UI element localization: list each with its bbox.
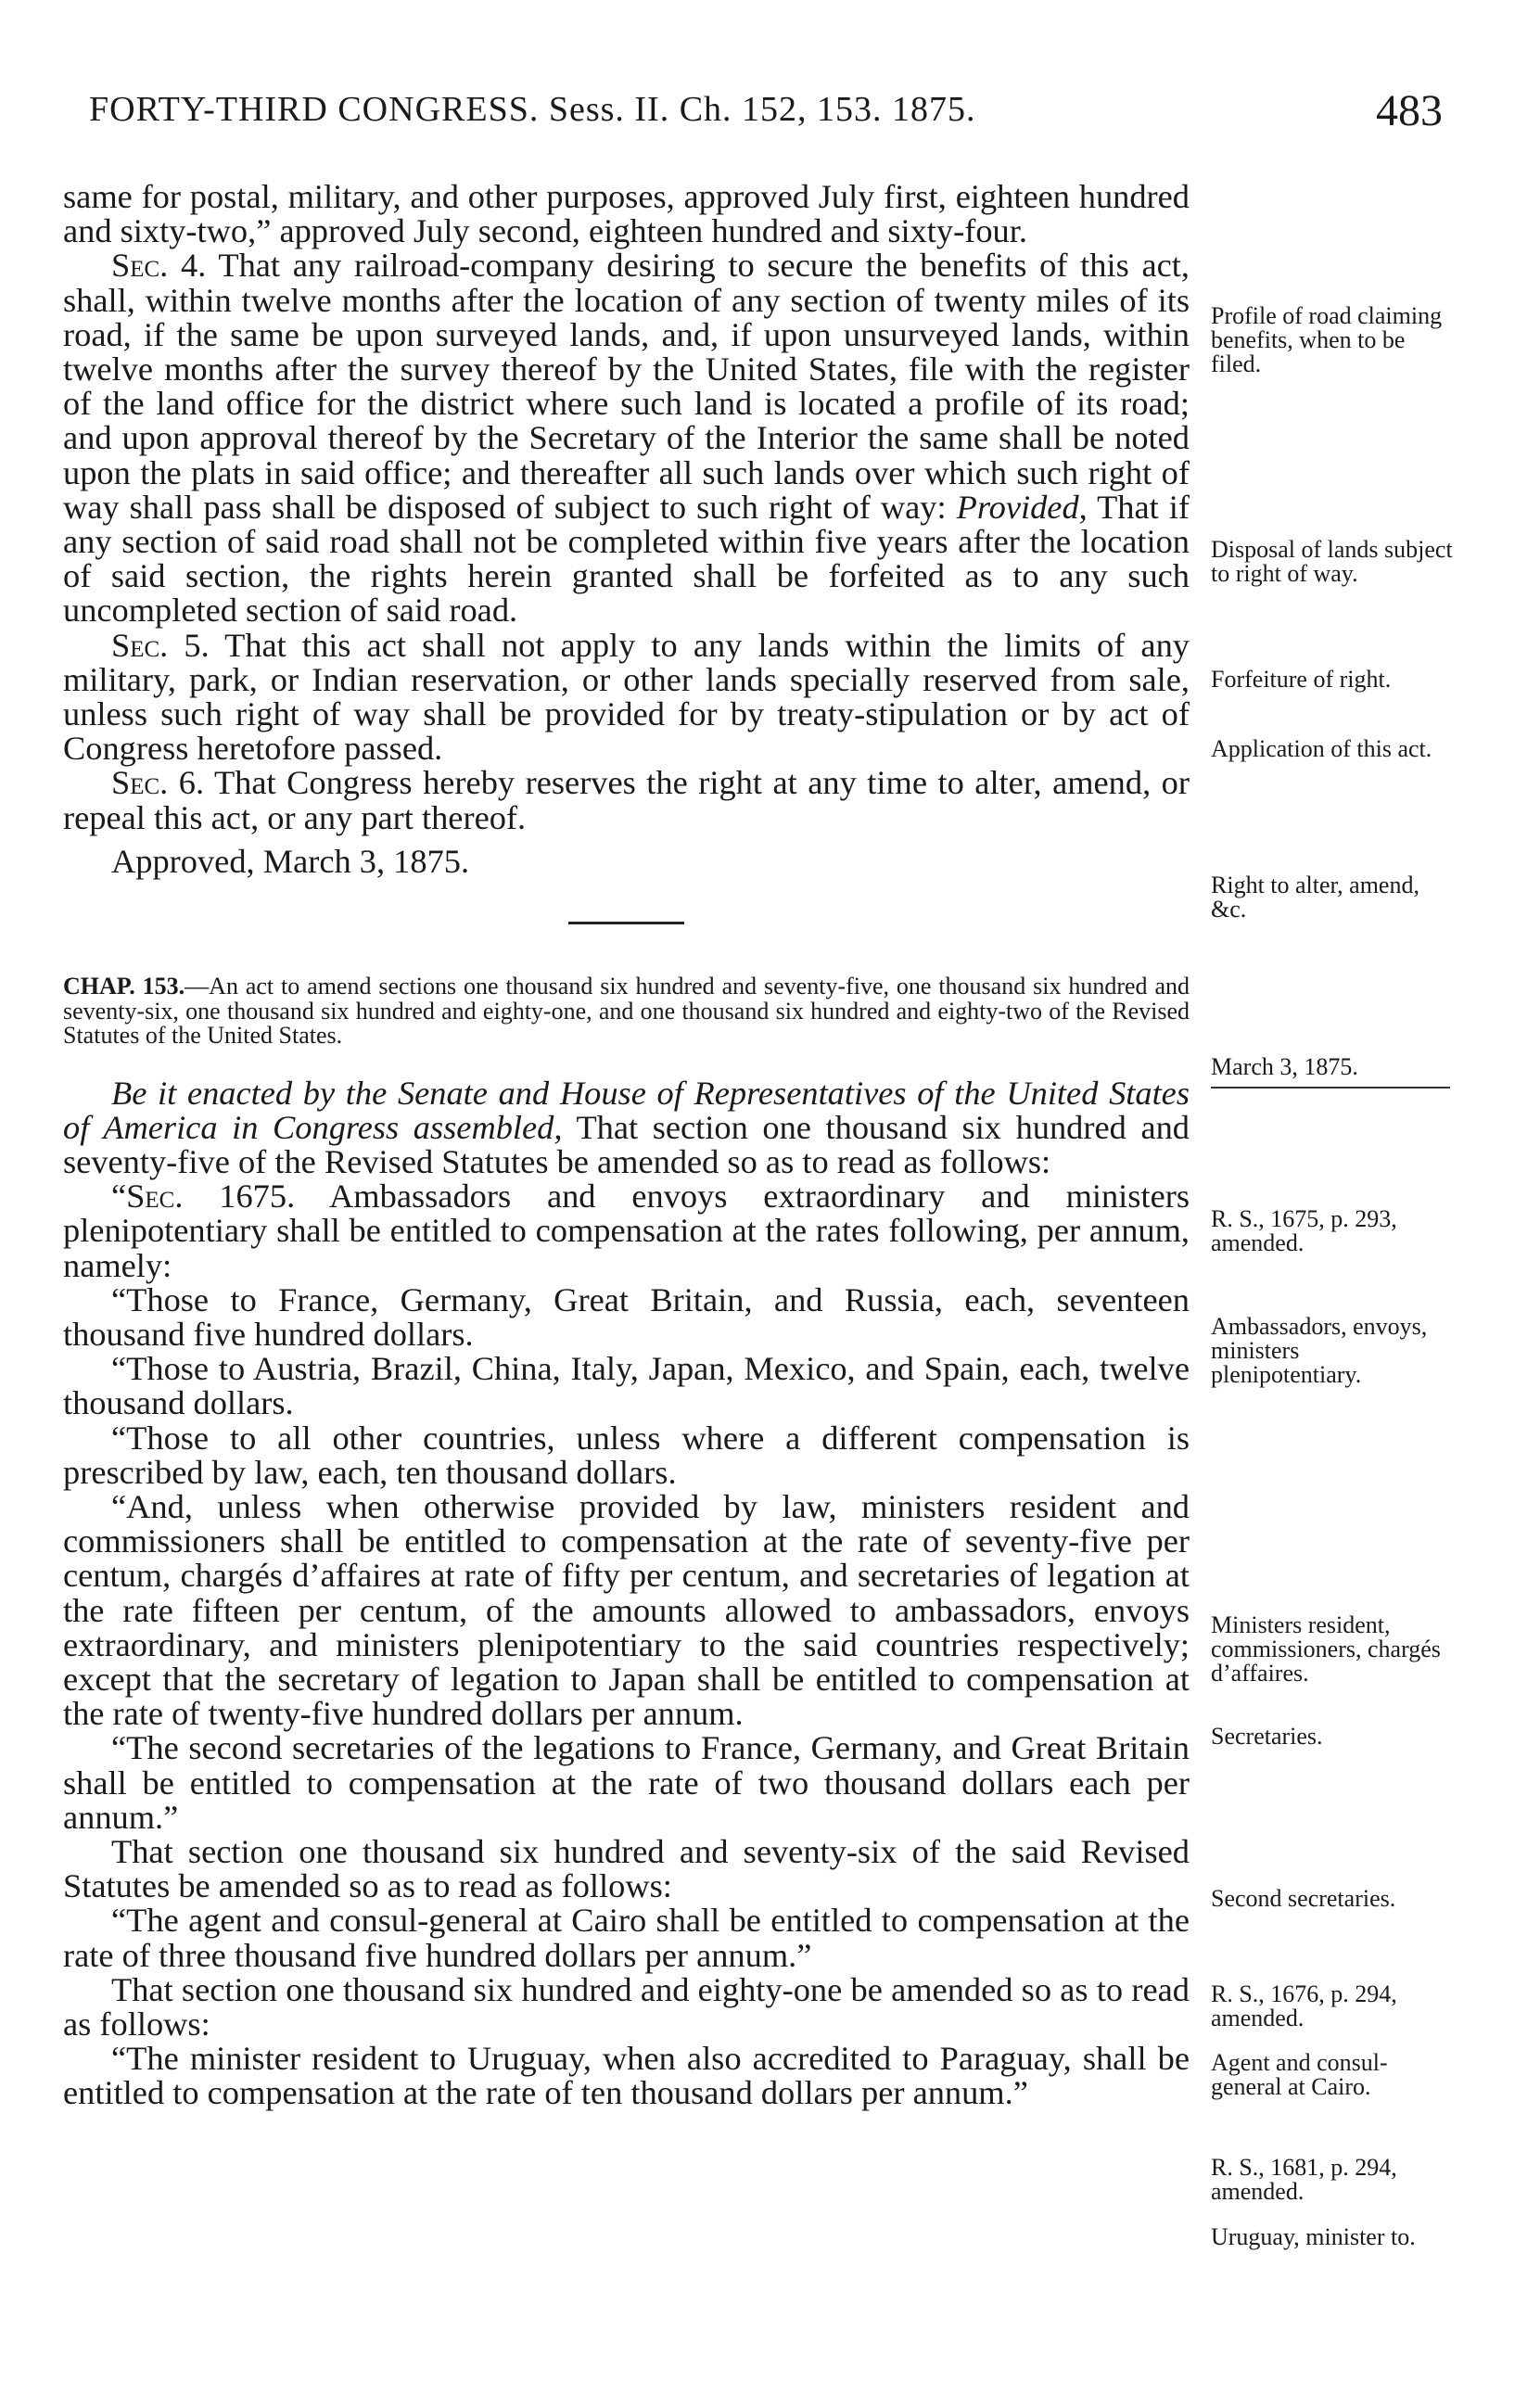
chapter-description: —An act to amend sections one thousand six hundred and seventy-five, one thousand six hundred and seventy-six, one thousand six hundred and eighty-one, and one thousand six hundred and eighty-two of the Revised Statutes of the United States.: [63, 973, 1190, 1050]
page-number: 483: [1376, 86, 1443, 135]
margin-note: Ministers resident, commissioners, chargés d’affaires.: [1211, 1611, 1441, 1687]
section-4: [63, 248, 1190, 628]
chapter-heading: [63, 974, 1190, 1049]
margin-note: Ambassadors, envoys, ministers plenipotentiary.: [1211, 1313, 1428, 1388]
section-text: Ambassadors and envoys extraordinary and ministers plenipotentiary shall be entitled to compensation at the rates following, per annum, namely:: [63, 1178, 1190, 1284]
margin-note: Application of this act.: [1211, 735, 1432, 762]
quote-paragraph: “Those to France, Germany, Great Britain, and Russia, each, seventeen thousand five hundred dollars.: [63, 1280, 1190, 1353]
section-divider: [568, 922, 684, 924]
quote-sec-1675: [63, 1179, 1190, 1283]
margin-note: Forfeiture of right.: [1211, 666, 1392, 693]
quote-paragraph: “The minister resident to Uruguay, when also accredited to Paraguay, shall be entitled to compensation at the rate of ten thousand dollars per annum.”: [63, 2040, 1190, 2112]
quote-paragraph: “The agent and consul-general at Cairo shall be entitled to compensation at the rate of three thousand five hundred dollars per annum.”: [63, 1902, 1190, 1974]
amendment-paragraph: That section one thousand six hundred and eighty-one be amended so as to read as follows:: [63, 1970, 1190, 2044]
section-label: Sec. 6.: [111, 764, 205, 802]
section-label: Sec. 4.: [111, 247, 207, 285]
margin-note: R. S., 1676, p. 294, amended.: [1211, 1980, 1397, 2031]
running-head: FORTY-THIRD CONGRESS. Sess. II. Ch. 152, 153. 1875.: [89, 90, 976, 129]
section-6: [63, 766, 1190, 834]
margin-note: Secretaries.: [1211, 1723, 1323, 1750]
margin-note: Right to alter, amend, &c.: [1211, 872, 1419, 923]
enacting-clause: [63, 1076, 1190, 1180]
margin-note: Disposal of lands subject to right of way.: [1211, 536, 1453, 587]
section-text: That if any section of said road shall not be completed within five years after the location of said section, the rights herein granted shall be forfeited as to any such uncompleted section of said road.: [63, 488, 1190, 630]
chapter-number: CHAP. 153.: [63, 973, 185, 1000]
margin-note: R. S., 1675, p. 293, amended.: [1211, 1205, 1397, 1256]
date-underline: [1211, 1087, 1450, 1089]
quote-paragraph: “The second secretaries of the legations to France, Germany, and Great Britain shall be entitled to compensation at the rate of two thousand dollars each per annum.”: [63, 1729, 1190, 1836]
section-label: Sec. 5.: [111, 626, 210, 664]
quote-paragraph: “And, unless when otherwise provided by law, ministers resident and commissioners shall be entitled to compensation at the rate of seventy-five per centum, chargés d’affaires at rate of fifty per centum, and secretaries of legation at the rate fifteen per centum, of the amounts allowed to ambassadors, envoys extraordinary, and ministers plenipotentiary to the said countries respectively; except that the secretary of legation to Japan shall be entitled to compensation at the rate of twenty-five hundred dollars per annum.: [63, 1488, 1190, 1733]
margin-note: Second secretaries.: [1211, 1885, 1396, 1912]
section-text: That Congress hereby reserves the right at any time to alter, amend, or repeal this act, or any part thereof.: [63, 764, 1190, 836]
approved-date: Approved, March 3, 1875.: [111, 842, 470, 880]
section-text: That this act shall not apply to any lands within the limits of any military, park, or Indian reservation, or other lands specially reserved from sale, unless such right of way shall be provided for by treaty-stipulation or by act of Congress heretofore passed.: [63, 626, 1190, 768]
quote-paragraph: “Those to Austria, Brazil, China, Italy, Japan, Mexico, and Spain, each, twelve thousand dollars.: [63, 1350, 1190, 1422]
margin-date: March 3, 1875.: [1211, 1053, 1358, 1080]
section-label: “Sec. 1675.: [111, 1178, 296, 1216]
margin-note: R. S., 1681, p. 294, amended.: [1211, 2154, 1397, 2205]
provided-italic: Provided,: [956, 488, 1088, 526]
margin-note: Agent and consul-general at Cairo.: [1211, 2049, 1388, 2100]
margin-note: Uruguay, minister to.: [1211, 2223, 1416, 2250]
page-header: [89, 86, 1443, 145]
enacting-text: That section one thousand six hundred and seventy-five of the Revised Statutes be amended so as to read as follows:: [63, 1108, 1190, 1180]
statute-text: [63, 180, 1190, 2111]
quote-paragraph: “Those to all other countries, unless where a different compensation is prescribed by law, each, ten thousand dollars.: [63, 1419, 1190, 1491]
paragraph-continuation: same for postal, military, and other purposes, approved July first, eighteen hundred and sixty-two,” approved July second, eighteen hundred and sixty-four.: [63, 178, 1190, 250]
enacting-italic: Be it enacted by the Senate and House of Representatives of the United States of America in Congress assembled,: [63, 1074, 1190, 1146]
section-text: That any railroad-company desiring to secure the benefits of this act, shall, within twelve months after the location of any section of twenty miles of its road, if the same be upon surveyed lands, and, if upon unsurveyed lands, within twelve months after the survey thereof by the United States, file with the register of the land office for the district where such land is located a profile of its road; and upon approval thereof by the Secretary of the Interior the same shall be noted upon the plats in said office; and thereafter all such lands over which such right of way shall pass shall be disposed of subject to such right of way:: [63, 247, 1190, 526]
section-5: [63, 626, 1190, 768]
margin-note: Profile of road claiming benefits, when to be filed.: [1211, 302, 1443, 377]
amendment-paragraph: That section one thousand six hundred and seventy-six of the said Revised Statutes be amended so as to read as follows:: [63, 1833, 1190, 1905]
